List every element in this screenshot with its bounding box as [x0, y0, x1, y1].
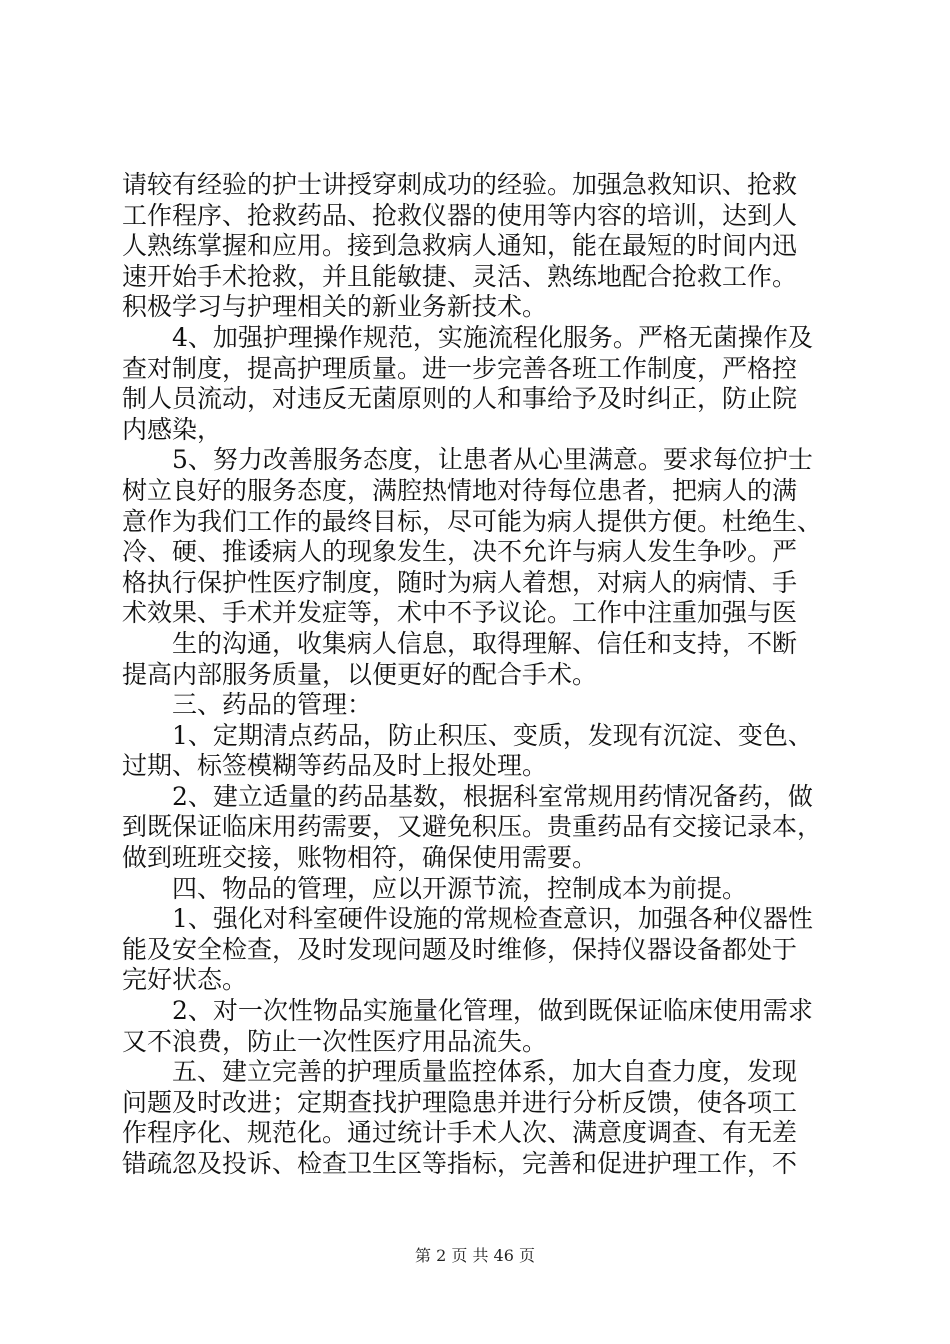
- text-line: 人熟练掌握和应用。接到急救病人通知，能在最短的时间内迅: [122, 231, 798, 261]
- text-line: 2、建立适量的药品基数，根据科室常规用药情况备药，做: [122, 781, 813, 811]
- text-line: 错疏忽及投诉、检查卫生区等指标，完善和促进护理工作，不: [122, 1149, 798, 1178]
- text-line: 生的沟通，收集病人信息，取得理解、信任和支持，不断: [122, 628, 798, 658]
- text-line: 意作为我们工作的最终目标，尽可能为病人提供方便。杜绝生、: [122, 506, 823, 536]
- text-line: 又不浪费，防止一次性医疗用品流失。: [122, 1026, 548, 1056]
- text-line: 术效果、手术并发症等，术中不予议论。工作中注重加强与医: [122, 598, 798, 628]
- text-line: 请较有经验的护士讲授穿刺成功的经验。加强急救知识、抢救: [122, 170, 798, 199]
- text-line: 工作程序、抢救药品、抢救仪器的使用等内容的培训，达到人: [122, 200, 798, 230]
- text-line: 1、定期清点药品，防止积压、变质，发现有沉淀、变色、: [122, 720, 813, 750]
- page-number-footer: 第 2 页 共 46 页: [415, 1246, 535, 1265]
- text-line: 作程序化、规范化。通过统计手术人次、满意度调查、有无差: [122, 1118, 798, 1148]
- text-line: 过期、标签模糊等药品及时上报处理。: [122, 751, 548, 781]
- text-line: 四、物品的管理，应以开源节流，控制成本为前提。: [122, 873, 748, 903]
- text-line: 树立良好的服务态度，满腔热情地对待每位患者，把病人的满: [122, 475, 798, 505]
- text-line: 1、强化对科室硬件设施的常规检查意识，加强各种仪器性: [122, 904, 813, 934]
- text-line: 制人员流动，对违反无菌原则的人和事给予及时纠正，防止院: [122, 384, 798, 414]
- text-line: 格执行保护性医疗制度，随时为病人着想，对病人的病情、手: [122, 567, 798, 597]
- text-line: 速开始手术抢救，并且能敏捷、灵活、熟练地配合抢救工作。: [122, 261, 798, 291]
- text-line: 做到班班交接，账物相符，确保使用需要。: [122, 843, 598, 873]
- text-line: 5、努力改善服务态度，让患者从心里满意。要求每位护士: [122, 445, 813, 475]
- text-line: 三、药品的管理：: [122, 690, 373, 720]
- text-line: 完好状态。: [122, 965, 248, 995]
- text-line: 能及安全检查，及时发现问题及时维修，保持仪器设备都处于: [122, 934, 798, 964]
- text-line: 4、加强护理操作规范，实施流程化服务。严格无菌操作及: [122, 322, 813, 352]
- text-line: 到既保证临床用药需要，又避免积压。贵重药品有交接记录本，: [122, 812, 823, 842]
- text-line: 冷、硬、推诿病人的现象发生，决不允许与病人发生争吵。严: [122, 537, 798, 567]
- text-line: 提高内部服务质量，以便更好的配合手术。: [122, 659, 598, 689]
- text-line: 内感染，: [122, 414, 223, 444]
- text-line: 查对制度，提高护理质量。进一步完善各班工作制度，严格控: [122, 353, 798, 383]
- body-text: [122, 170, 842, 1180]
- text-line: 积极学习与护理相关的新业务新技术。: [122, 292, 548, 322]
- text-line: 2、对一次性物品实施量化管理，做到既保证临床使用需求: [122, 996, 813, 1026]
- text-line: 问题及时改进；定期查找护理隐患并进行分析反馈，使各项工: [122, 1087, 798, 1117]
- text-line: 五、建立完善的护理质量监控体系，加大自查力度，发现: [122, 1057, 798, 1087]
